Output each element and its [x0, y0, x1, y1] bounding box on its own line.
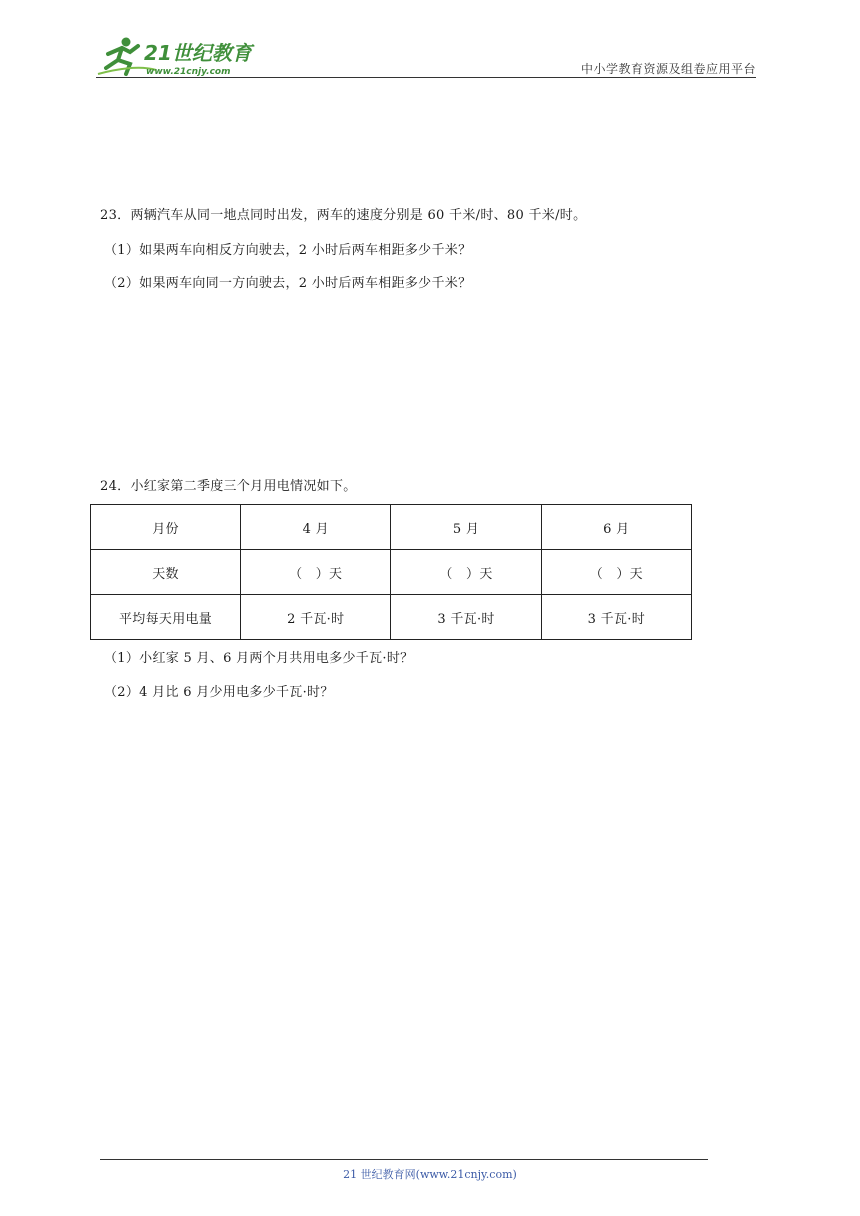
runner-logo-icon	[96, 34, 266, 78]
table-cell: 6 月	[541, 505, 691, 550]
table-row-month	[91, 505, 692, 550]
question-24-stem: 24．小红家第二季度三个月用电情况如下。	[100, 479, 357, 494]
table-cell: 月份	[91, 505, 241, 550]
question-23-part-2: （2）如果两车向同一方向驶去，2 小时后两车相距多少千米？	[104, 276, 472, 291]
table-cell: 5 月	[391, 505, 541, 550]
header-divider	[96, 77, 756, 78]
question-24-part-2: （2）4 月比 6 月少用电多少千瓦·时？	[104, 685, 334, 700]
table-cell-days-blank[interactable]: （ ）天	[391, 550, 541, 595]
table-cell-days-blank[interactable]: （ ）天	[541, 550, 691, 595]
page-header	[96, 34, 756, 78]
footer-divider	[100, 1159, 708, 1160]
table-cell: 天数	[91, 550, 241, 595]
question-23-part-1: （1）如果两车向相反方向驶去，2 小时后两车相距多少千米？	[104, 243, 472, 258]
logo-url: www.21cnjy.com	[146, 67, 231, 77]
footer-link[interactable]: 21 世纪教育网(www.21cnjy.com)	[343, 1168, 517, 1181]
platform-name: 中小学教育资源及组卷应用平台	[580, 62, 756, 76]
electricity-usage-table	[90, 504, 692, 640]
table-cell: 2 千瓦·时	[241, 595, 391, 640]
table-cell-days-blank[interactable]: （ ）天	[241, 550, 391, 595]
table-cell: 3 千瓦·时	[391, 595, 541, 640]
question-23-stem: 23．两辆汽车从同一地点同时出发，两车的速度分别是 60 千米/时、80 千米/时。	[100, 208, 587, 223]
logo-text: 21世纪教育	[144, 41, 252, 65]
table-cell: 平均每天用电量	[91, 595, 241, 640]
table-cell: 3 千瓦·时	[541, 595, 691, 640]
table-cell: 4 月	[241, 505, 391, 550]
question-24-part-1: （1）小红家 5 月、6 月两个月共用电多少千瓦·时？	[104, 651, 414, 666]
table-row-days	[91, 550, 692, 595]
table-row-daily-usage	[91, 595, 692, 640]
logo	[96, 34, 266, 78]
